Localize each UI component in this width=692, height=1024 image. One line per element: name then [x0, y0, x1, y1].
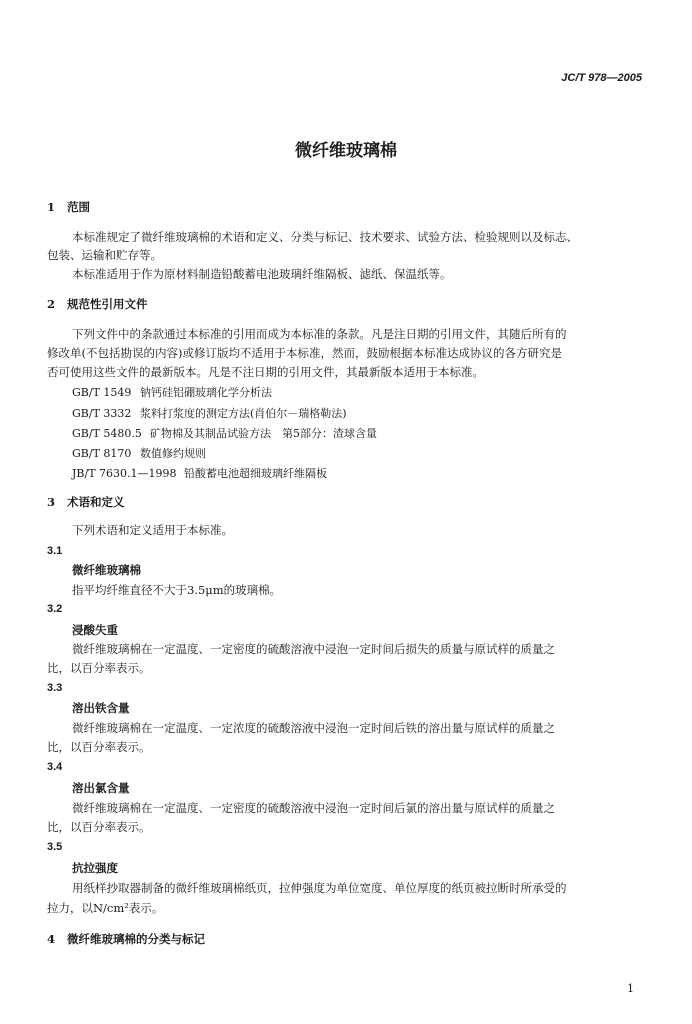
paragraph-line: 本标准适用于作为原材料制造铅酸蓄电池玻璃纤维隔板、滤纸、保温纸等。	[72, 267, 452, 281]
reference-code: GB/T 5480.5	[72, 427, 142, 440]
reference-item	[72, 445, 206, 461]
subsection-number: 3.2	[47, 603, 63, 615]
term-title: 溶出氯含量	[72, 781, 130, 795]
paragraph-line: 下列术语和定义适用于本标准。	[72, 523, 233, 537]
section-4-heading	[47, 931, 205, 947]
paragraph-line: 本标准规定了微纤维玻璃棉的术语和定义、分类与标记、技术要求、试验方法、检验规则以及标志、	[72, 230, 578, 244]
reference-item	[72, 465, 327, 481]
section-number: 4	[47, 932, 56, 946]
reference-code: JB/T 7630.1—1998	[72, 467, 177, 480]
section-title: 术语和定义	[67, 495, 125, 509]
term-title: 微纤维玻璃棉	[72, 563, 141, 577]
section-title: 微纤维玻璃棉的分类与标记	[67, 932, 205, 946]
term-definition: 指平均纤维直径不大于3.5μm的玻璃棉。	[72, 583, 282, 597]
paragraph-line: 下列文件中的条款通过本标准的引用而成为本标准的条款。凡是注日期的引用文件，其随后所有的	[72, 327, 567, 341]
section-title: 范围	[67, 200, 90, 214]
term-definition: 比，以百分率表示。	[47, 820, 151, 834]
section-title: 规范性引用文件	[67, 297, 148, 311]
paragraph-line: 否可使用这些文件的最新版本。凡是不注日期的引用文件，其最新版本适用于本标准。	[47, 365, 484, 379]
reference-code: GB/T 1549	[72, 386, 132, 399]
term-title: 抗拉强度	[72, 861, 118, 875]
term-definition: 比，以百分率表示。	[47, 740, 151, 754]
section-3-heading	[47, 494, 125, 510]
term-definition: 用纸样抄取器制备的微纤维玻璃棉纸页，拉伸强度为单位宽度、单位厚度的纸页被拉断时所承受的	[72, 881, 567, 895]
term-title: 浸酸失重	[72, 623, 118, 637]
reference-item	[72, 384, 272, 400]
section-number: 1	[47, 200, 56, 214]
reference-item	[72, 425, 377, 441]
term-definition: 微纤维玻璃棉在一定温度、一定密度的硫酸溶液中浸泡一定时间后损失的质量与原试样的质量之	[72, 642, 555, 656]
reference-title: 数值修约规则	[140, 447, 206, 460]
section-2-heading	[47, 296, 148, 312]
term-definition: 微纤维玻璃棉在一定温度、一定浓度的硫酸溶液中浸泡一定时间后铁的溶出量与原试样的质量之	[72, 721, 555, 735]
reference-title: 铅酸蓄电池超细玻璃纤维隔板	[184, 467, 327, 480]
term-definition: 微纤维玻璃棉在一定温度、一定密度的硫酸溶液中浸泡一定时间后氯的溶出量与原试样的质量之	[72, 801, 555, 815]
standard-code: JC/T 978—2005	[561, 72, 642, 84]
reference-item	[72, 405, 347, 421]
section-1-heading	[47, 199, 90, 215]
subsection-number: 3.1	[47, 545, 63, 557]
section-number: 2	[47, 297, 56, 311]
document-title: 微纤维玻璃棉	[295, 141, 397, 161]
term-definition: 比，以百分率表示。	[47, 661, 151, 675]
page-number: 1	[627, 982, 634, 995]
section-number: 3	[47, 495, 56, 509]
paragraph-line: 包装、运输和贮存等。	[47, 248, 162, 262]
reference-title: 矿物棉及其制品试验方法 第5部分：渣球含量	[150, 427, 377, 440]
subsection-number: 3.3	[47, 682, 63, 694]
reference-code: GB/T 3332	[72, 407, 132, 420]
term-definition: 拉力，以N/cm²表示。	[47, 901, 164, 915]
reference-title: 浆料打浆度的测定方法(肖伯尔－瑞格勒法)	[140, 407, 347, 420]
subsection-number: 3.5	[47, 841, 63, 853]
reference-title: 钠钙硅铝硼玻璃化学分析法	[140, 386, 272, 399]
subsection-number: 3.4	[47, 761, 63, 773]
term-title: 溶出铁含量	[72, 701, 130, 715]
reference-code: GB/T 8170	[72, 447, 132, 460]
paragraph-line: 修改单(不包括勘误的内容)或修订版均不适用于本标准，然而，鼓励根据本标准达成协议的各方研究是	[47, 346, 562, 360]
